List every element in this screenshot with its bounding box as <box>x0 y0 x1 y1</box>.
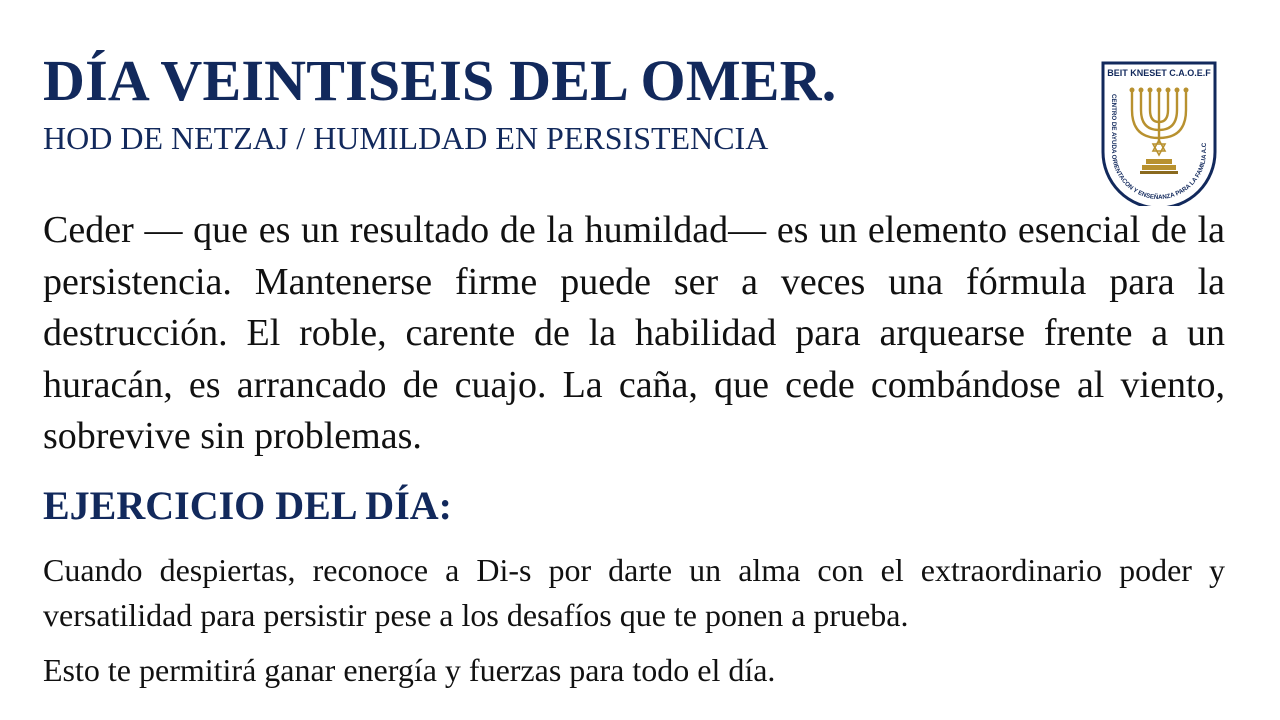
beit-kneset-logo <box>1100 60 1218 206</box>
page-subtitle: HOD DE NETZAJ / HUMILDAD EN PERSISTENCIA <box>43 120 769 156</box>
logo-arc-text: CENTRO DE AYUDA ORIENTACON Y ENSEÑANZA PARA LA FAMILIA A.C <box>1110 94 1208 202</box>
exercise-closing: Esto te permitirá ganar energía y fuerzas para todo el día. <box>43 652 776 688</box>
body-paragraph: Ceder — que es un resultado de la humildad— es un elemento esencial de la persistencia. Mantenerse firme puede ser a veces una fórmula para la destrucción. El roble, carente de la habilidad para arquearse frente a un huracán, es arrancado de cuajo. La caña, que cede combándose al viento, sobrevive sin problemas. <box>43 209 1225 457</box>
logo-top-text: BEIT KNESET C.A.O.E.F <box>1107 68 1211 78</box>
exercise-paragraph: Cuando despiertas, reconoce a Di-s por darte un alma con el extraordinario poder y versatilidad para persistir pese a los desafíos que te ponen a prueba. <box>43 552 1225 633</box>
exercise-heading: EJERCICIO DEL DÍA: <box>43 483 452 528</box>
menorah-icon <box>1100 60 1218 206</box>
page-title: DÍA VEINTISEIS DEL OMER. <box>43 48 837 113</box>
